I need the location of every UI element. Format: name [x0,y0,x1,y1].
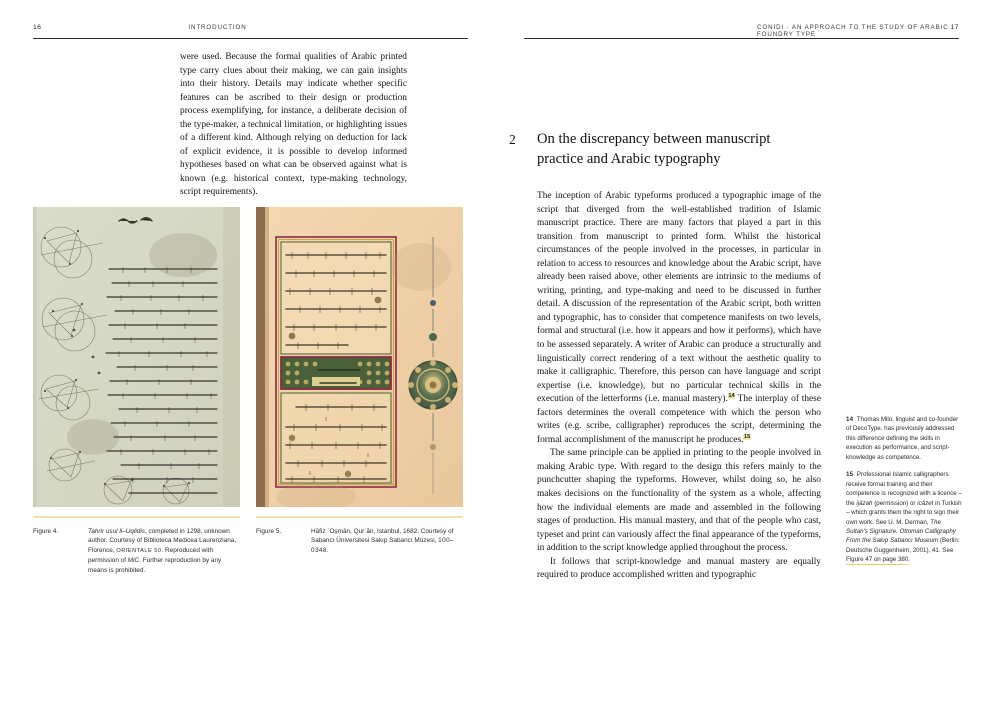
margin-note-15-book-title: The Sultan's Signature. Ottoman Calligraphy From the Sakıp Sabancı Museum [846,518,956,545]
right-running-head [524,24,959,38]
right-body-column [537,190,821,583]
right-paragraph-1-seg-a: The inception of Arabic typeforms produced a typographic image of the script that diverged from the well-established tradition of Islamic manuscript practice. There are many factors that played a part in this transition from manuscript to printed form. Whilst the historical circumstances of the people involved in the processes, in particular in relation to access to resources and knowledge about the Arabic script, have already been raised above, other elements are intrinsic to the mediums of writing, printing, and type-making and need to be discussed in further detail. A discussion of the representation of the Arabic script, both written and typographic, has to consider that competence manifests on two levels, formal and structural (i.e. how it appears and how it performs), which have to be assessed separately. A writer of Arabic can produce a structurally and linguistically correct rendering of a text without the aesthetic quality to make it calligraphic. Therefore, this person can have language and script expertise (i.e. knowledge), but no particular technical skills in the execution of the letterforms (i.e. manual mastery). [537,191,821,405]
figure-4-label: Figure 4. [33,527,59,535]
figure-4-caption-text [88,527,240,576]
right-paragraph-2: The same principle can be applied in printing to the people involved in making Arabic type. With regard to the design this refers mainly to the punchcutter shaping the typeforms. However, whilst doing so, he also makes decisions on the functionality of the system as a whole, affecting how the individual elements are made and assembled in the following stages of production. His manual mastery, and that of the people who cast, typeset and print can variously affect the final appearance of the typeforms, in addition to the script knowledge applied throughout the process. [537,448,821,554]
figure-5-caption [256,527,463,556]
figure-4-caption-rule [33,516,240,518]
margin-note-15-number: 15 [846,471,854,479]
figure-4-shelfmark: ORIENTALE 50 [116,547,162,554]
margin-note-15-seg-1: Professional Islamic calligraphers receive formal training and their competence is recognized with a licence – the [846,471,962,507]
margin-note-15-seg-5: in Turkish – which grants them the right to sign their own work. See U. M. Derman, [846,499,962,526]
figure-5-label: Figure 5. [256,527,282,535]
figure-4-block [33,207,240,575]
figure-4-text-1: , completed in 1298, unknown author. Courtesy of Biblioteca Medicea Laurenziana, Florence, [88,527,237,554]
figure-4-rights: MiC [127,557,140,565]
figure-4-text-3: . Further reproduction by any means is prohibited. [88,557,222,574]
right-header-rule [524,38,959,39]
right-page [496,0,992,708]
margin-note-14 [846,415,964,462]
figure-4-caption [33,527,240,576]
chapter-title: On the discrepancy between manuscript practice and Arabic typography [537,131,771,167]
margin-note-14-number: 14 [846,416,854,423]
margin-note-15-seg-9: . [908,556,911,564]
figure-4-text-2: . Reproduced with permission of [88,546,214,565]
figure-5-block [256,207,463,575]
chapter-heading [509,130,819,169]
footnote-marker-14[interactable]: 14 [728,393,735,400]
right-paragraph-3: It follows that script-knowledge and manual mastery are equally required to produce accomplished written and typographic [537,556,821,581]
right-running-head-title: CONIDI · AN APPROACH TO THE STUDY OF ARABIC FOUNDRY TYPE [757,24,949,38]
margin-note-15-seg-7: (Berlin: Deutsche Guggenheim, 2001), 41. See [846,537,960,554]
left-body-column [180,51,407,200]
cross-reference-link[interactable]: Figure 47 on page 380 [846,556,909,564]
margin-note-15-term-ijazah: ijāzah [856,499,873,507]
figure-5-text-2: . [326,546,329,554]
footnote-marker-15[interactable]: 15 [743,433,751,440]
margin-notes [846,415,964,573]
right-paragraph-1-seg-b: The interplay of these factors determines the overall competence with which the person who writes (e.g. scribe, calligrapher) reproduces the script, determining the formal accomplishment of the manuscript he produces. [537,394,821,445]
margin-note-15 [846,470,964,565]
left-folio-number: 16 [33,24,42,31]
figure-5-accession: 100–0348 [311,537,454,554]
figure-5-image [256,207,463,507]
right-folio-number: 17 [950,24,959,31]
left-header-rule [33,38,468,39]
figure-5-caption-rule [256,516,463,518]
figure-5-text-1: Hāfiz ʿOs̱mān, Qurʾān, Istanbul, 1682. Courtesy of Sabancı Üniversitesi Sakıp Sabancı Müzesi, [311,527,454,545]
margin-note-14-text: Thomas Milo, linguist and co-founder of DecoType, has previously addressed this difference defining the skills in execution as performance, and script-knowledge as competence. [846,416,959,461]
left-body-paragraph: were used. Because the formal qualities of Arabic printed type carry clues about their making, we can gain insights into their history. Details may indicate whether specific features can be ascribed to their design or production process exemplifying, for instance, a deliberate decision of the type-maker, a technical limitation, or highlighting issues of a different kind. Although relying on deduction for lack of explicit evidence, it is possible to develop informed hypotheses based on what can be observed against what is known (e.g. historical context, type-making technology, script requirements). [180,52,407,198]
left-running-head [33,24,468,38]
margin-note-15-term-icazet: icâzet [917,499,934,507]
figure-4-image [33,207,240,507]
figure-row [33,207,463,575]
left-running-head-title: INTRODUCTION [188,24,247,31]
figure-4-title: Tahrir usul li–Uqlidis [88,527,145,535]
figure-5-caption-text [311,527,463,556]
chapter-number: 2 [509,132,516,147]
margin-note-15-seg-3: (permission) or [872,499,918,507]
right-paragraph-1 [537,190,821,447]
